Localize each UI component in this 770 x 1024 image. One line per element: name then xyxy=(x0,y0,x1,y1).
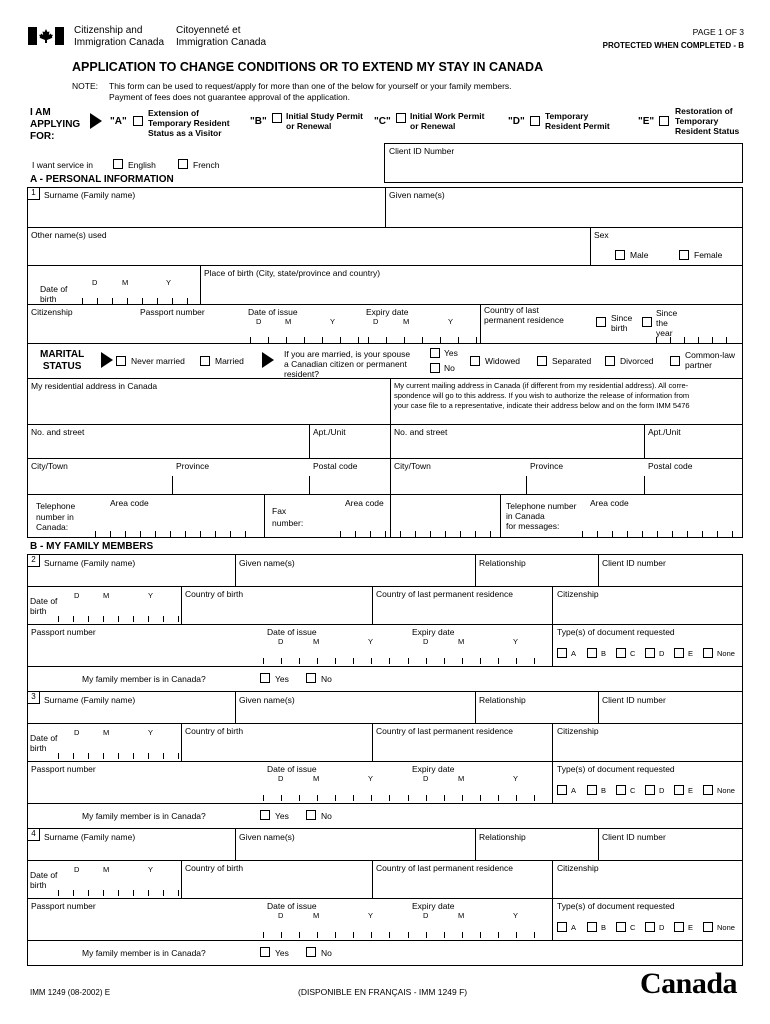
issue-d: D xyxy=(256,317,262,326)
doc-e-checkbox[interactable] xyxy=(674,922,684,932)
citizenship-label: Citizenship xyxy=(31,307,73,317)
option-d-code: "D" xyxy=(508,116,525,127)
family-issue-label: Date of issue xyxy=(267,627,317,637)
family-doc-type-label: Type(s) of document requested xyxy=(557,627,675,637)
option-b-checkbox[interactable] xyxy=(272,113,282,123)
doc-b-label: B xyxy=(601,649,607,658)
option-a-label: Extension of Temporary Resident Status as a Visitor xyxy=(148,108,230,138)
marital-label: MARITAL STATUS xyxy=(40,349,85,372)
family-issue-y: Y xyxy=(368,911,374,920)
doc-d-checkbox[interactable] xyxy=(645,922,655,932)
issue-m: M xyxy=(285,317,292,326)
applying-label: I AM APPLYING FOR: xyxy=(30,107,81,142)
french-checkbox[interactable] xyxy=(178,159,188,169)
family-dob-label: Date of birth xyxy=(30,596,58,616)
family-expiry-y: Y xyxy=(513,637,519,646)
female-label: Female xyxy=(694,250,723,260)
mail-province-label: Province xyxy=(530,461,564,471)
option-b-code: "B" xyxy=(250,116,267,127)
option-e-checkbox[interactable] xyxy=(659,116,669,126)
family-client-id-label: Client ID number xyxy=(602,832,666,842)
family-doc-type-label: Type(s) of document requested xyxy=(557,764,675,774)
dob-m: M xyxy=(122,278,129,287)
female-checkbox[interactable] xyxy=(679,250,689,260)
mail-city-label: City/Town xyxy=(394,461,431,471)
option-a-checkbox[interactable] xyxy=(133,116,143,126)
english-label: English xyxy=(128,160,156,170)
res-city-label: City/Town xyxy=(31,461,68,471)
section-number: 1 xyxy=(27,187,40,200)
family-expiry-label: Expiry date xyxy=(412,627,455,637)
option-a-code: "A" xyxy=(110,116,127,127)
expiry-label: Expiry date xyxy=(366,307,409,317)
in-canada-yes-checkbox[interactable] xyxy=(260,947,270,957)
tel-area-label: Area code xyxy=(110,498,149,508)
spouse-arrow-icon xyxy=(262,352,274,368)
family-relationship-label: Relationship xyxy=(479,558,526,568)
in-canada-no-label: No xyxy=(321,674,332,684)
family-passport-label: Passport number xyxy=(31,901,96,911)
family-client-id-label: Client ID number xyxy=(602,695,666,705)
issue-y: Y xyxy=(330,317,336,326)
family-dob-y: Y xyxy=(148,591,154,600)
doc-b-label: B xyxy=(601,786,607,795)
doc-c-checkbox[interactable] xyxy=(616,648,626,658)
spouse-yes-label: Yes xyxy=(444,348,458,358)
doc-none-checkbox[interactable] xyxy=(703,922,713,932)
family-country-last-label: Country of last permanent residence xyxy=(376,863,514,873)
surname-label: Surname (Family name) xyxy=(44,190,136,200)
spouse-no-checkbox[interactable] xyxy=(430,363,440,373)
telephone-label: Telephone number in Canada: xyxy=(36,501,76,533)
doc-e-label: E xyxy=(688,786,694,795)
widowed-label: Widowed xyxy=(485,356,520,366)
doc-d-checkbox[interactable] xyxy=(645,785,655,795)
family-expiry-d: D xyxy=(423,774,429,783)
spouse-no-label: No xyxy=(444,363,455,373)
mail-postal-label: Postal code xyxy=(648,461,693,471)
family-issue-label: Date of issue xyxy=(267,764,317,774)
family-expiry-m: M xyxy=(458,911,465,920)
section-b-heading: B - MY FAMILY MEMBERS xyxy=(30,541,154,552)
in-canada-yes-label: Yes xyxy=(275,674,289,684)
family-expiry-d: D xyxy=(423,911,429,920)
family-country-birth-label: Country of birth xyxy=(185,726,244,736)
doc-d-checkbox[interactable] xyxy=(645,648,655,658)
country-last-label: Country of last permanent residence xyxy=(484,305,564,325)
given-name-label: Given name(s) xyxy=(389,190,445,200)
message-tel-label: Telephone number in Canada for messages: xyxy=(506,501,577,531)
family-expiry-label: Expiry date xyxy=(412,901,455,911)
french-label: French xyxy=(193,160,220,170)
family-issue-d: D xyxy=(278,911,284,920)
sex-label: Sex xyxy=(594,230,609,240)
protected-label: PROTECTED WHEN COMPLETED - B xyxy=(602,41,744,50)
family-issue-y: Y xyxy=(368,774,374,783)
expiry-d: D xyxy=(373,317,379,326)
option-c-label: Initial Work Permit or Renewal xyxy=(410,111,485,131)
in-canada-yes-label: Yes xyxy=(275,948,289,958)
arrow-icon xyxy=(90,113,102,129)
expiry-m: M xyxy=(403,317,410,326)
dob-d: D xyxy=(92,278,98,287)
never-married-checkbox[interactable] xyxy=(116,356,126,366)
doc-a-checkbox[interactable] xyxy=(557,648,567,658)
family-issue-m: M xyxy=(313,911,320,920)
res-province-label: Province xyxy=(176,461,210,471)
doc-e-label: E xyxy=(688,923,694,932)
spouse-yes-checkbox[interactable] xyxy=(430,348,440,358)
doc-b-checkbox[interactable] xyxy=(587,648,597,658)
in-canada-yes-checkbox[interactable] xyxy=(260,810,270,820)
msg-area-label: Area code xyxy=(590,498,629,508)
residential-label: My residential address in Canada xyxy=(31,381,158,391)
family-expiry-m: M xyxy=(458,774,465,783)
family-issue-m: M xyxy=(313,637,320,646)
family-issue-d: D xyxy=(278,637,284,646)
pob-label: Place of birth (City, state/province and country) xyxy=(204,268,381,278)
common-law-checkbox[interactable] xyxy=(670,356,680,366)
mail-apt-label: Apt./Unit xyxy=(648,427,681,437)
note-line-1: This form can be used to request/apply for more than one of the below for yourself or your family members. xyxy=(109,81,512,91)
doc-d-label: D xyxy=(659,649,665,658)
doc-c-label: C xyxy=(630,923,636,932)
family-given-label: Given name(s) xyxy=(239,832,295,842)
family-expiry-d: D xyxy=(423,637,429,646)
male-checkbox[interactable] xyxy=(615,250,625,260)
doc-a-checkbox[interactable] xyxy=(557,785,567,795)
doc-d-label: D xyxy=(659,786,665,795)
male-label: Male xyxy=(630,250,649,260)
in-canada-yes-checkbox[interactable] xyxy=(260,673,270,683)
family-dob-m: M xyxy=(103,728,110,737)
family-issue-m: M xyxy=(313,774,320,783)
family-citizenship-label: Citizenship xyxy=(557,863,599,873)
family-member-number: 2 xyxy=(27,554,40,567)
option-e-code: "E" xyxy=(638,116,655,127)
family-dob-y: Y xyxy=(148,865,154,874)
option-d-label: Temporary Resident Permit xyxy=(545,111,610,131)
doc-a-checkbox[interactable] xyxy=(557,922,567,932)
never-married-label: Never married xyxy=(131,356,185,366)
canada-wordmark: Canada xyxy=(640,967,738,1000)
family-doc-type-label: Type(s) of document requested xyxy=(557,901,675,911)
spouse-question: If you are married, is your spouse a Canadian citizen or permanent resident? xyxy=(284,349,411,379)
in-canada-question: My family member is in Canada? xyxy=(82,674,206,684)
family-given-label: Given name(s) xyxy=(239,558,295,568)
marital-arrow-icon xyxy=(101,352,113,368)
widowed-checkbox[interactable] xyxy=(470,356,480,366)
doc-e-label: E xyxy=(688,649,694,658)
doc-e-checkbox[interactable] xyxy=(674,785,684,795)
since-birth-label: Since birth xyxy=(611,313,633,333)
option-d-checkbox[interactable] xyxy=(530,116,540,126)
doc-c-checkbox[interactable] xyxy=(616,785,626,795)
res-postal-label: Postal code xyxy=(313,461,358,471)
in-canada-yes-label: Yes xyxy=(275,811,289,821)
since-year-label: Since the year xyxy=(656,308,678,338)
in-canada-no-checkbox[interactable] xyxy=(306,673,316,683)
res-street-label: No. and street xyxy=(31,427,85,437)
separated-label: Separated xyxy=(552,356,592,366)
doc-none-label: None xyxy=(717,649,735,658)
family-citizenship-label: Citizenship xyxy=(557,589,599,599)
page-title: APPLICATION TO CHANGE CONDITIONS OR TO EXTEND MY STAY IN CANADA xyxy=(72,60,544,74)
issue-label: Date of issue xyxy=(248,307,298,317)
english-checkbox[interactable] xyxy=(113,159,123,169)
family-dob-label: Date of birth xyxy=(30,870,58,890)
doc-a-label: A xyxy=(571,923,577,932)
doc-c-label: C xyxy=(630,649,636,658)
family-dob-d: D xyxy=(74,591,80,600)
expiry-y: Y xyxy=(448,317,454,326)
doc-none-label: None xyxy=(717,923,735,932)
in-canada-no-label: No xyxy=(321,811,332,821)
doc-c-checkbox[interactable] xyxy=(616,922,626,932)
doc-b-checkbox[interactable] xyxy=(587,785,597,795)
option-e-label: Restoration of Temporary Resident Status xyxy=(675,106,740,136)
doc-none-label: None xyxy=(717,786,735,795)
family-expiry-y: Y xyxy=(513,911,519,920)
family-client-id-label: Client ID number xyxy=(602,558,666,568)
divorced-checkbox[interactable] xyxy=(605,356,615,366)
option-c-checkbox[interactable] xyxy=(396,113,406,123)
client-id-label: Client ID Number xyxy=(389,146,455,156)
family-relationship-label: Relationship xyxy=(479,695,526,705)
in-canada-no-label: No xyxy=(321,948,332,958)
page-number: PAGE 1 OF 3 xyxy=(692,27,744,37)
since-year-checkbox[interactable] xyxy=(642,317,652,327)
option-b-label: Initial Study Permit or Renewal xyxy=(286,111,363,131)
divorced-label: Divorced xyxy=(620,356,654,366)
common-law-label: Common-law partner xyxy=(685,350,736,370)
note-line-2: Payment of fees does not guarantee approval of the application. xyxy=(109,92,350,102)
family-member-number: 4 xyxy=(27,828,40,841)
note-label: NOTE: xyxy=(72,81,98,91)
dob-y: Y xyxy=(166,278,172,287)
doc-b-checkbox[interactable] xyxy=(587,922,597,932)
married-checkbox[interactable] xyxy=(200,356,210,366)
family-passport-label: Passport number xyxy=(31,764,96,774)
family-expiry-m: M xyxy=(458,637,465,646)
family-issue-d: D xyxy=(278,774,284,783)
other-names-label: Other name(s) used xyxy=(31,230,107,240)
service-label: I want service in xyxy=(32,160,93,170)
doc-none-checkbox[interactable] xyxy=(703,785,713,795)
family-surname-label: Surname (Family name) xyxy=(44,558,136,568)
section-a-heading: A - PERSONAL INFORMATION xyxy=(30,174,174,185)
dept-en: Citizenship and Immigration Canada xyxy=(74,25,165,48)
family-country-birth-label: Country of birth xyxy=(185,863,244,873)
in-canada-question: My family member is in Canada? xyxy=(82,811,206,821)
dob-label: Date of birth xyxy=(40,284,68,304)
family-issue-label: Date of issue xyxy=(267,901,317,911)
family-relationship-label: Relationship xyxy=(479,832,526,842)
passport-label: Passport number xyxy=(140,307,205,317)
doc-b-label: B xyxy=(601,923,607,932)
family-surname-label: Surname (Family name) xyxy=(44,695,136,705)
fax-label: Fax number: xyxy=(272,506,304,528)
family-surname-label: Surname (Family name) xyxy=(44,832,136,842)
family-dob-label: Date of birth xyxy=(30,733,58,753)
married-label: Married xyxy=(215,356,244,366)
mail-street-label: No. and street xyxy=(394,427,448,437)
res-apt-label: Apt./Unit xyxy=(313,427,346,437)
doc-d-label: D xyxy=(659,923,665,932)
family-expiry-label: Expiry date xyxy=(412,764,455,774)
separated-checkbox[interactable] xyxy=(537,356,547,366)
canada-flag-icon xyxy=(28,27,64,45)
family-country-last-label: Country of last permanent residence xyxy=(376,589,514,599)
in-canada-no-checkbox[interactable] xyxy=(306,810,316,820)
doc-a-label: A xyxy=(571,786,577,795)
family-member-number: 3 xyxy=(27,691,40,704)
fax-area-label: Area code xyxy=(345,498,384,508)
family-dob-m: M xyxy=(103,591,110,600)
doc-c-label: C xyxy=(630,786,636,795)
family-passport-label: Passport number xyxy=(31,627,96,637)
in-canada-question: My family member is in Canada? xyxy=(82,948,206,958)
in-canada-no-checkbox[interactable] xyxy=(306,947,316,957)
family-dob-m: M xyxy=(103,865,110,874)
dept-fr: Citoyenneté et Immigration Canada xyxy=(176,25,267,48)
family-issue-y: Y xyxy=(368,637,374,646)
family-dob-y: Y xyxy=(148,728,154,737)
doc-none-checkbox[interactable] xyxy=(703,648,713,658)
doc-a-label: A xyxy=(571,649,577,658)
mailing-label: My current mailing address in Canada (if different from my residential address). All corre- spondence will go to this address. If you wish to authorize the release of information from your case file to a representative, indicate their address below and on the form IMM 5476 xyxy=(394,381,690,410)
doc-e-checkbox[interactable] xyxy=(674,648,684,658)
since-birth-checkbox[interactable] xyxy=(596,317,606,327)
form-number: IMM 1249 (08-2002) E xyxy=(30,988,111,997)
family-given-label: Given name(s) xyxy=(239,695,295,705)
family-dob-d: D xyxy=(74,865,80,874)
family-country-last-label: Country of last permanent residence xyxy=(376,726,514,736)
family-citizenship-label: Citizenship xyxy=(557,726,599,736)
option-c-code: "C" xyxy=(374,116,391,127)
family-country-birth-label: Country of birth xyxy=(185,589,244,599)
french-availability: (DISPONIBLE EN FRANÇAIS - IMM 1249 F) xyxy=(298,987,468,997)
family-dob-d: D xyxy=(74,728,80,737)
family-expiry-y: Y xyxy=(513,774,519,783)
